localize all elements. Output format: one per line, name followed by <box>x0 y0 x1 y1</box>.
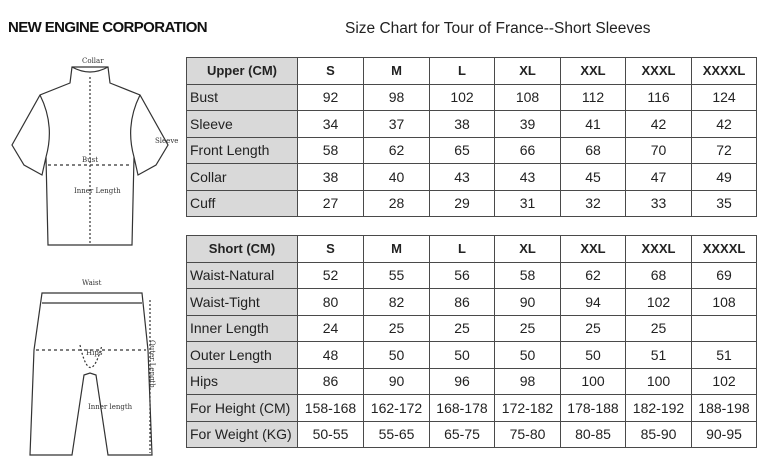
table-cell: 90 <box>495 289 561 316</box>
table-cell: 86 <box>298 368 364 395</box>
table-cell: 55 <box>364 262 430 289</box>
table-cell: 116 <box>626 84 692 111</box>
table-cell: 42 <box>626 111 692 138</box>
table-cell: 75-80 <box>495 421 561 448</box>
row-label: Outer Length <box>187 342 298 369</box>
table-cell: 50 <box>561 342 626 369</box>
row-label: Waist-Tight <box>187 289 298 316</box>
table-cell: 82 <box>364 289 430 316</box>
table-cell: 40 <box>364 164 430 191</box>
table-cell <box>692 315 757 342</box>
table-cell: 41 <box>561 111 626 138</box>
table-cell: 108 <box>692 289 757 316</box>
table-cell: 28 <box>364 190 430 217</box>
table-cell: 52 <box>298 262 364 289</box>
brand-name: NEW ENGINE CORPORATION <box>8 19 208 36</box>
size-header: XXL <box>561 236 626 263</box>
table-cell: 25 <box>430 315 495 342</box>
table-cell: 112 <box>561 84 626 111</box>
table-cell: 45 <box>561 164 626 191</box>
short-table-header: Short (CM) <box>187 236 298 263</box>
size-header: S <box>298 236 364 263</box>
table-cell: 96 <box>430 368 495 395</box>
waist-label: Waist <box>82 279 102 287</box>
table-cell: 85-90 <box>626 421 692 448</box>
table-cell: 27 <box>298 190 364 217</box>
table-cell: 38 <box>430 111 495 138</box>
table-cell: 65 <box>430 137 495 164</box>
table-cell: 50 <box>495 342 561 369</box>
short-size-table <box>186 235 757 448</box>
table-cell: 124 <box>692 84 757 111</box>
table-cell: 162-172 <box>364 395 430 422</box>
table-row <box>187 111 757 138</box>
table-cell: 178-188 <box>561 395 626 422</box>
table-cell: 66 <box>495 137 561 164</box>
table-cell: 68 <box>626 262 692 289</box>
row-label: Front Length <box>187 137 298 164</box>
size-header: XL <box>495 236 561 263</box>
jersey-inner-length-label: Inner Length <box>74 187 121 195</box>
table-cell: 37 <box>364 111 430 138</box>
hips-label: Hips <box>86 349 103 357</box>
table-cell: 58 <box>298 137 364 164</box>
table-cell: 47 <box>626 164 692 191</box>
table-cell: 55-65 <box>364 421 430 448</box>
table-cell: 25 <box>495 315 561 342</box>
row-label: Collar <box>187 164 298 191</box>
row-label: For Weight (KG) <box>187 421 298 448</box>
table-cell: 90 <box>364 368 430 395</box>
table-cell: 35 <box>692 190 757 217</box>
table-cell: 56 <box>430 262 495 289</box>
table-cell: 39 <box>495 111 561 138</box>
size-header: M <box>364 58 430 85</box>
table-cell: 43 <box>430 164 495 191</box>
table-cell: 188-198 <box>692 395 757 422</box>
outer-length-label: Outer Length <box>148 340 156 388</box>
size-header: XXXL <box>626 236 692 263</box>
table-cell: 94 <box>561 289 626 316</box>
table-cell: 80-85 <box>561 421 626 448</box>
row-label: Sleeve <box>187 111 298 138</box>
table-cell: 69 <box>692 262 757 289</box>
table-header-row <box>187 236 757 263</box>
garment-illustration <box>0 55 180 465</box>
table-cell: 29 <box>430 190 495 217</box>
table-row <box>187 289 757 316</box>
table-header-row <box>187 58 757 85</box>
table-cell: 65-75 <box>430 421 495 448</box>
table-cell: 48 <box>298 342 364 369</box>
table-cell: 25 <box>364 315 430 342</box>
table-cell: 25 <box>561 315 626 342</box>
table-row <box>187 342 757 369</box>
table-cell: 102 <box>692 368 757 395</box>
table-cell: 42 <box>692 111 757 138</box>
table-cell: 50 <box>430 342 495 369</box>
table-cell: 62 <box>561 262 626 289</box>
table-cell: 38 <box>298 164 364 191</box>
table-cell: 62 <box>364 137 430 164</box>
table-cell: 72 <box>692 137 757 164</box>
table-cell: 68 <box>561 137 626 164</box>
table-cell: 172-182 <box>495 395 561 422</box>
table-cell: 108 <box>495 84 561 111</box>
size-header: S <box>298 58 364 85</box>
table-cell: 102 <box>626 289 692 316</box>
table-row <box>187 421 757 448</box>
table-row <box>187 190 757 217</box>
row-label: For Height (CM) <box>187 395 298 422</box>
table-cell: 50-55 <box>298 421 364 448</box>
size-header: XL <box>495 58 561 85</box>
table-cell: 182-192 <box>626 395 692 422</box>
collar-label: Collar <box>82 57 104 65</box>
table-cell: 98 <box>364 84 430 111</box>
table-cell: 102 <box>430 84 495 111</box>
table-cell: 32 <box>561 190 626 217</box>
table-row <box>187 315 757 342</box>
table-row <box>187 84 757 111</box>
table-row <box>187 137 757 164</box>
table-row <box>187 164 757 191</box>
table-cell: 80 <box>298 289 364 316</box>
table-cell: 100 <box>561 368 626 395</box>
row-label: Cuff <box>187 190 298 217</box>
chart-title: Size Chart for Tour of France--Short Sleeves <box>345 20 651 37</box>
shorts-inner-length-label: Inner length <box>88 403 133 411</box>
table-cell: 25 <box>626 315 692 342</box>
size-header: XXXL <box>626 58 692 85</box>
size-header: M <box>364 236 430 263</box>
row-label: Waist-Natural <box>187 262 298 289</box>
table-cell: 33 <box>626 190 692 217</box>
shorts-icon <box>30 293 152 455</box>
table-row <box>187 262 757 289</box>
table-cell: 31 <box>495 190 561 217</box>
table-cell: 168-178 <box>430 395 495 422</box>
bust-label: Bust <box>82 156 99 164</box>
table-cell: 51 <box>692 342 757 369</box>
table-cell: 86 <box>430 289 495 316</box>
table-cell: 98 <box>495 368 561 395</box>
size-header: XXL <box>561 58 626 85</box>
size-header: L <box>430 236 495 263</box>
size-header: XXXXL <box>692 236 757 263</box>
table-cell: 34 <box>298 111 364 138</box>
table-cell: 158-168 <box>298 395 364 422</box>
table-cell: 43 <box>495 164 561 191</box>
table-cell: 70 <box>626 137 692 164</box>
upper-table-body <box>187 84 757 217</box>
table-cell: 49 <box>692 164 757 191</box>
row-label: Hips <box>187 368 298 395</box>
table-cell: 100 <box>626 368 692 395</box>
upper-table-header: Upper (CM) <box>187 58 298 85</box>
sleeve-label: Sleeve <box>155 137 179 145</box>
short-table-body <box>187 262 757 448</box>
table-cell: 92 <box>298 84 364 111</box>
table-cell: 90-95 <box>692 421 757 448</box>
row-label: Bust <box>187 84 298 111</box>
table-cell: 58 <box>495 262 561 289</box>
table-cell: 24 <box>298 315 364 342</box>
row-label: Inner Length <box>187 315 298 342</box>
table-cell: 51 <box>626 342 692 369</box>
size-header: L <box>430 58 495 85</box>
size-header: XXXXL <box>692 58 757 85</box>
upper-size-table <box>186 57 757 217</box>
table-row <box>187 368 757 395</box>
table-cell: 50 <box>364 342 430 369</box>
table-row <box>187 395 757 422</box>
